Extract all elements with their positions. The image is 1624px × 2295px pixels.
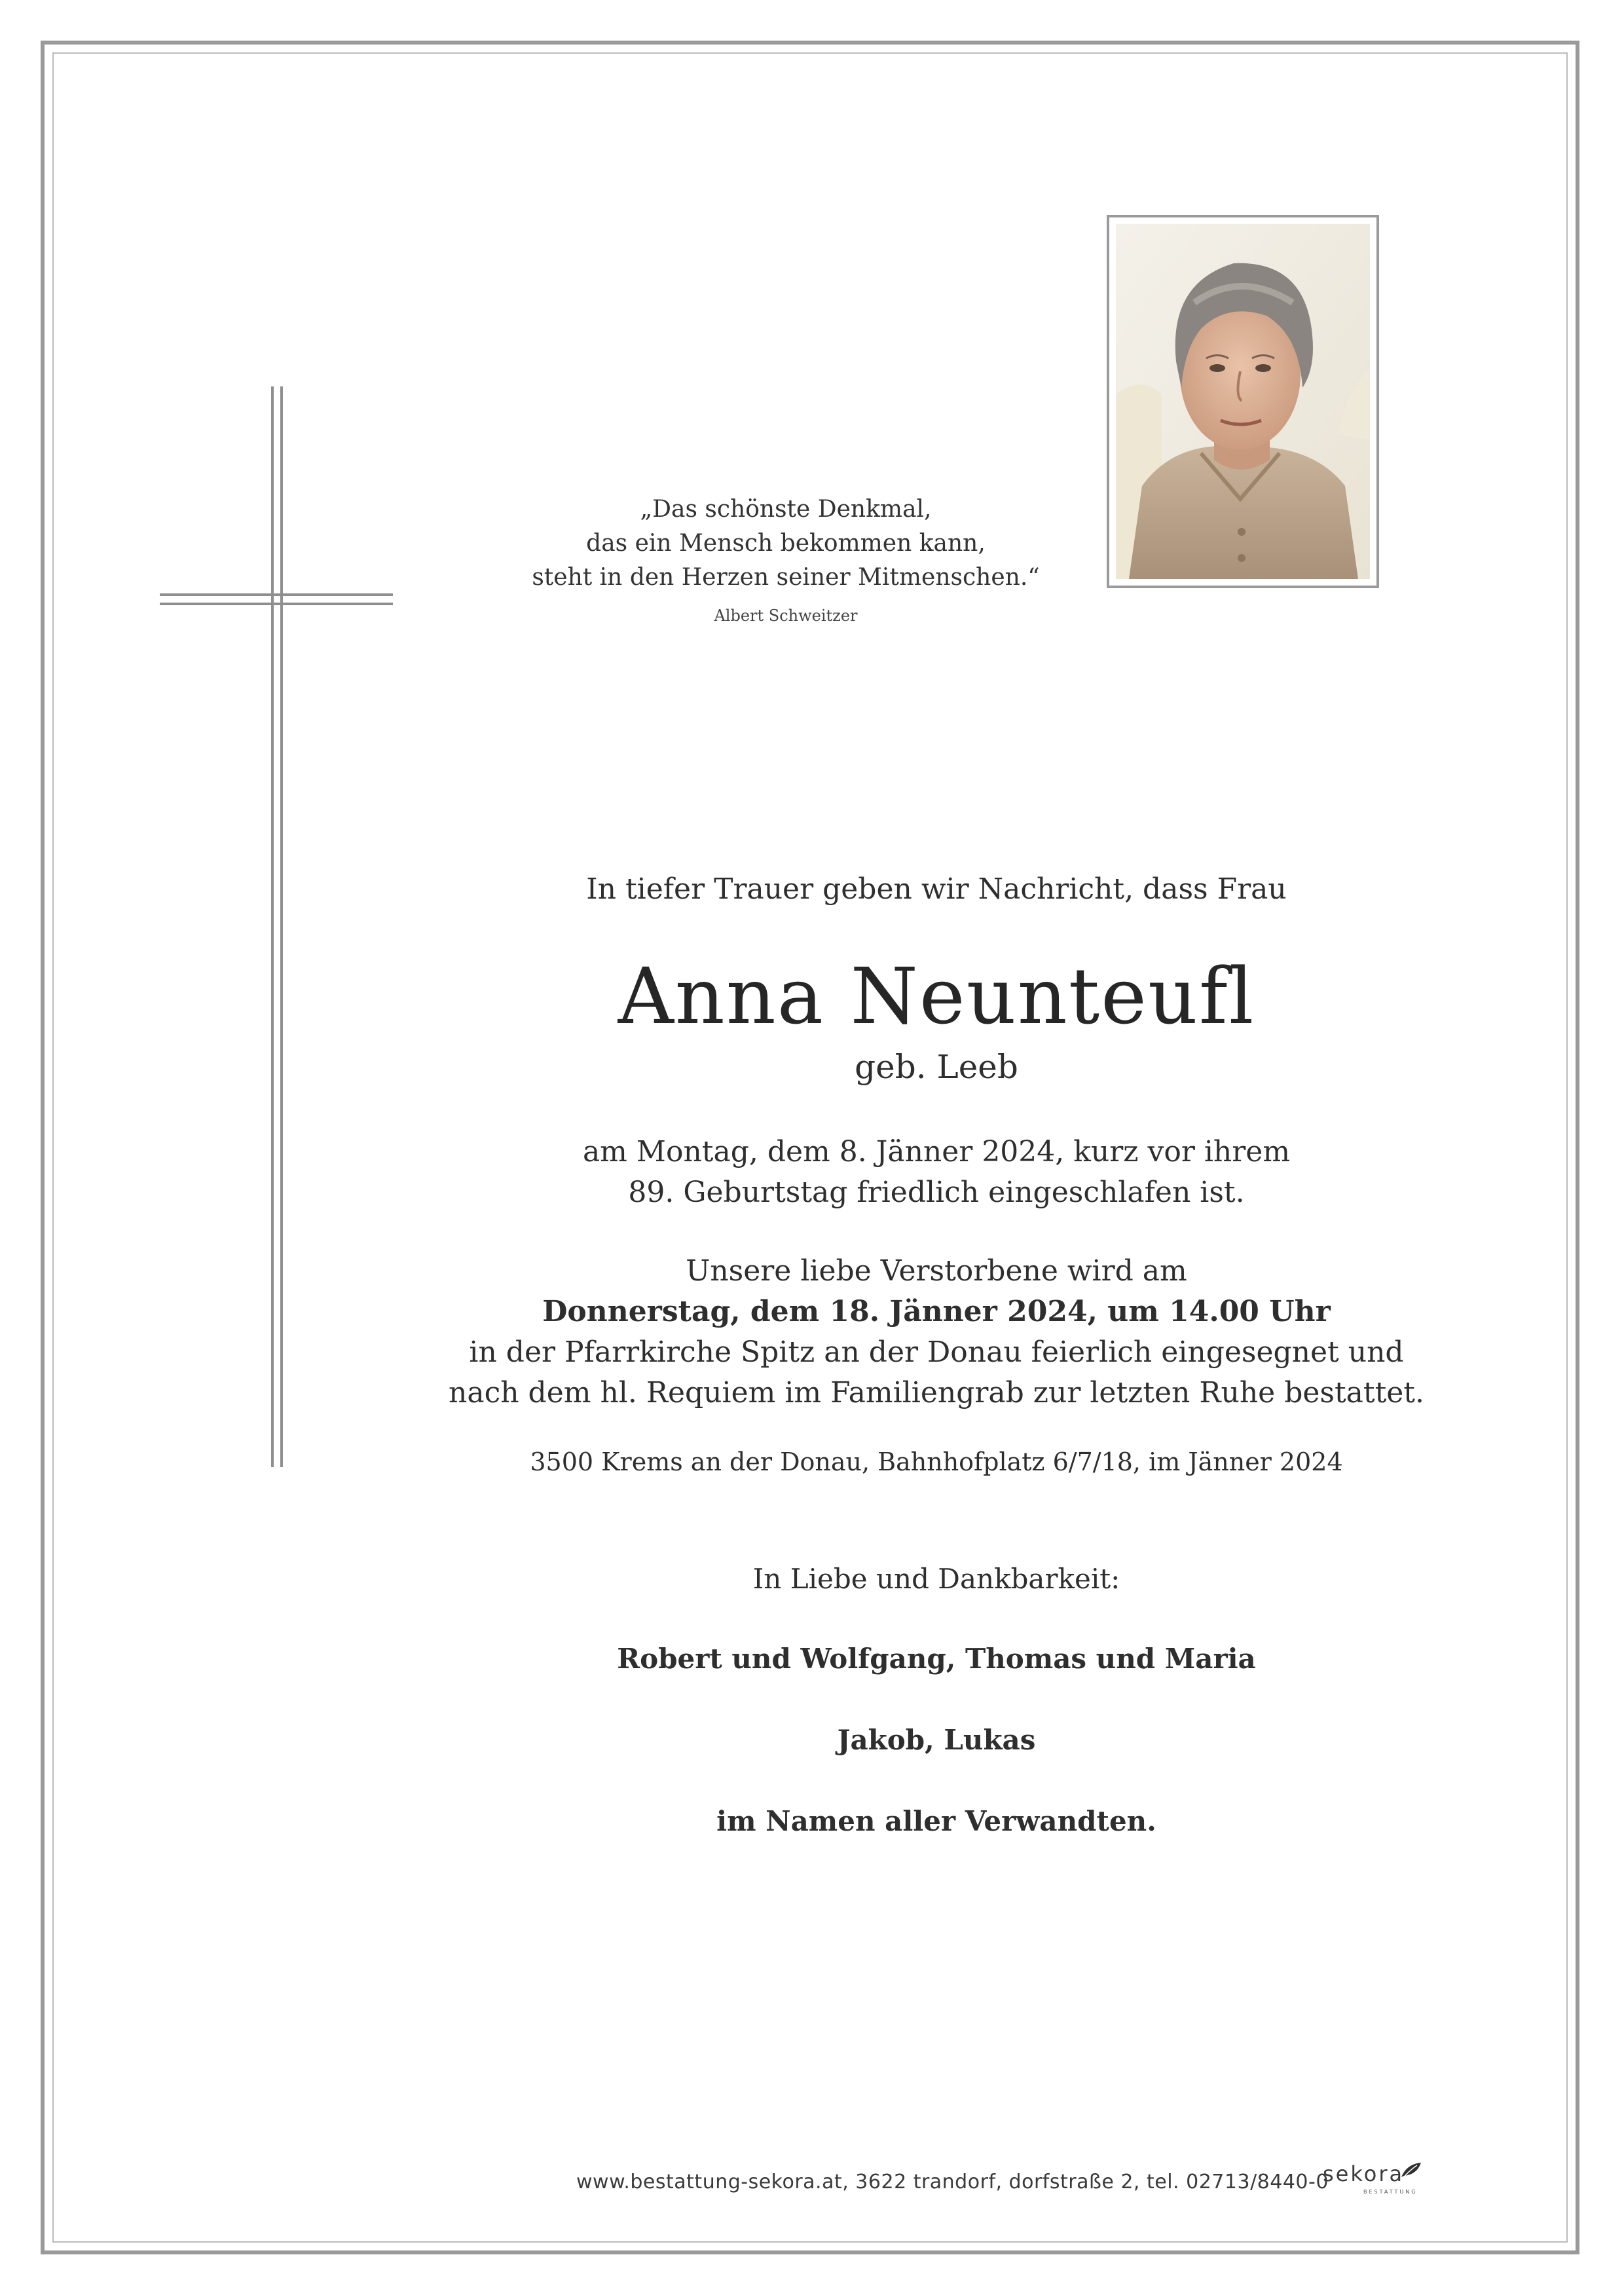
logo-subtitle: BESTATTUNG — [1363, 2189, 1418, 2195]
deceased-name: Anna Neunteufl — [618, 951, 1255, 1041]
funeral-line: nach dem hl. Requiem im Familiengrab zur letzten Ruhe bestattet. — [449, 1376, 1424, 1409]
funeral-line: Unsere liebe Verstorbene wird am — [686, 1254, 1187, 1288]
portrait-photo-frame — [1107, 215, 1379, 588]
death-notice-line: 89. Geburtstag friedlich eingeschlafen ist. — [628, 1176, 1245, 1209]
mourners-relatives: im Namen aller Verwandten. — [716, 1805, 1156, 1837]
announcement-intro: In tiefer Trauer geben wir Nachricht, dass Frau — [586, 872, 1287, 906]
maiden-name: geb. Leeb — [855, 1048, 1018, 1086]
memorial-quote — [458, 493, 1113, 595]
funeral-notice — [419, 1251, 1454, 1413]
portrait-photo — [1116, 224, 1370, 579]
funeral-date: Donnerstag, dem 18. Jänner 2024, um 14.00 Uhr — [542, 1295, 1331, 1328]
funeral-line: in der Pfarrkirche Spitz an der Donau feierlich eingesegnet und — [469, 1335, 1404, 1369]
family-address: 3500 Krems an der Donau, Bahnhofplatz 6/7/18, im Jänner 2024 — [530, 1447, 1343, 1476]
death-notice — [419, 1132, 1454, 1213]
death-notice-line: am Montag, dem 8. Jänner 2024, kurz vor ihrem — [582, 1135, 1291, 1168]
mourners-names: Robert und Wolfgang, Thomas und Maria — [617, 1643, 1256, 1675]
quote-line: „Das schönste Denkmal, — [640, 496, 932, 523]
logo-wordmark: sekora — [1323, 2161, 1405, 2186]
quote-line: das ein Mensch bekommen kann, — [586, 530, 986, 557]
quote-line: steht in den Herzen seiner Mitmenschen.“ — [532, 564, 1040, 591]
cross-vertical-bar — [271, 386, 283, 1467]
mourners-heading: In Liebe und Dankbarkeit: — [752, 1563, 1120, 1595]
mourners-names: Jakob, Lukas — [837, 1724, 1036, 1756]
quote-author: Albert Schweitzer — [714, 606, 858, 625]
leaf-icon — [1400, 2161, 1422, 2180]
funeral-home-logo — [1323, 2161, 1434, 2201]
funeral-home-contact: www.bestattung-sekora.at, 3622 trandorf, dorfstraße 2, tel. 02713/8440-0 — [576, 2171, 1329, 2193]
